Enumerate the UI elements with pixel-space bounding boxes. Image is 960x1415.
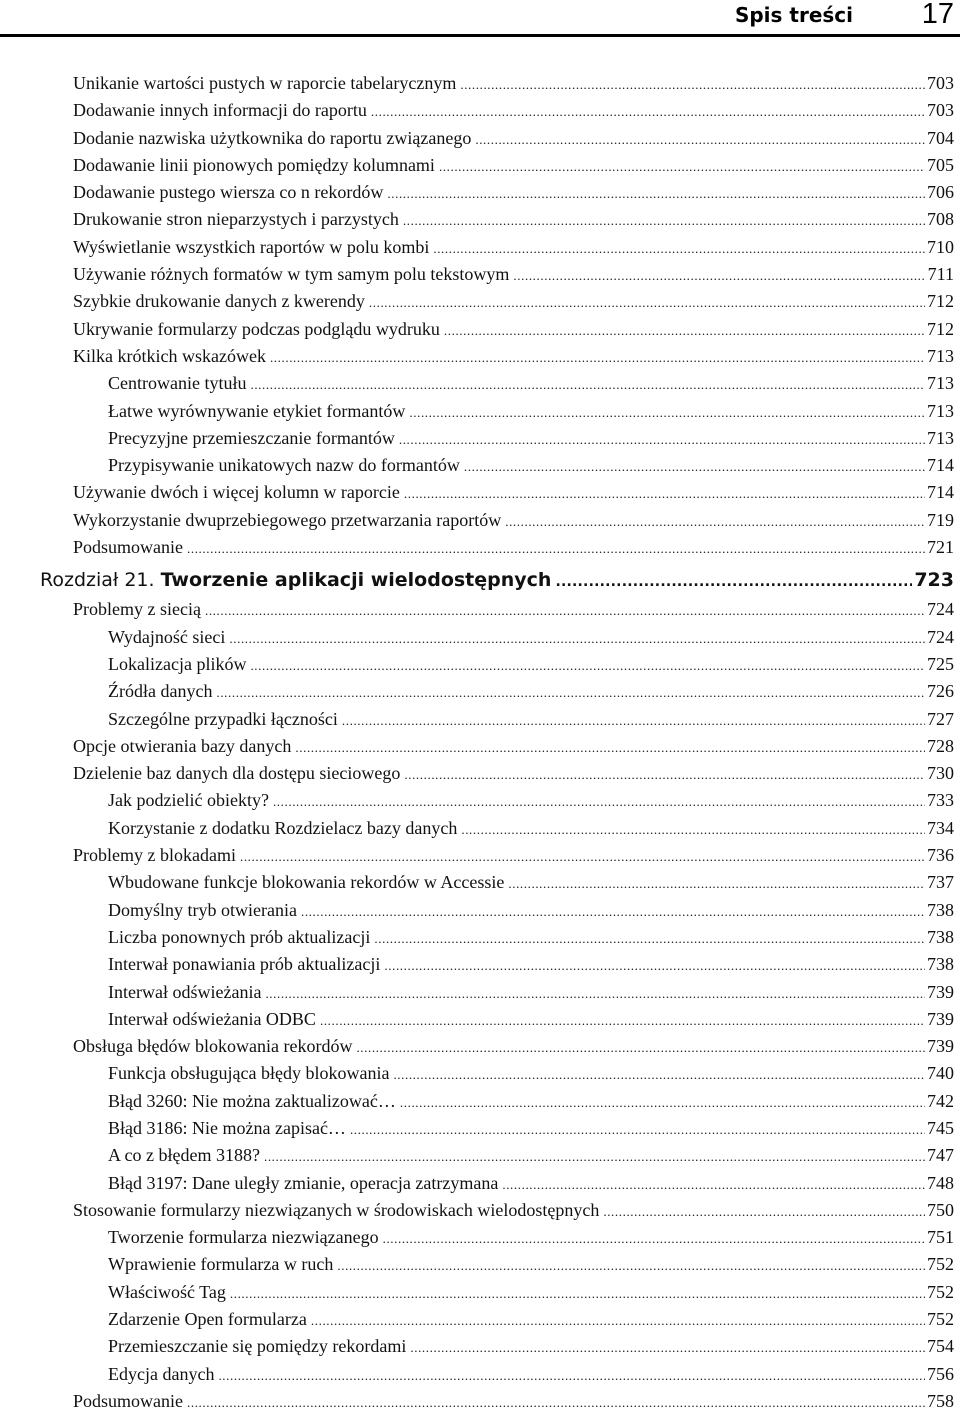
toc-entry[interactable] [73, 125, 954, 152]
toc-subentry[interactable] [73, 897, 954, 924]
toc-entry-title: Wprawienie formularza w ruch [108, 1254, 334, 1275]
dot-leader [320, 1007, 925, 1033]
toc-entry-page: 714 [927, 482, 954, 503]
toc-entry-page: 745 [927, 1117, 954, 1138]
dot-leader [371, 98, 925, 124]
toc-entry-title: Tworzenie formularza niezwiązanego [108, 1227, 379, 1248]
toc-entry-title: Podsumowanie [73, 537, 183, 558]
toc-entry[interactable] [73, 206, 954, 233]
chapter-title: Tworzenie aplikacji wielodostępnych [160, 569, 552, 592]
toc-subentry[interactable] [73, 1115, 954, 1142]
toc-entry-title: Błąd 3186: Nie można zapisać… [108, 1117, 346, 1138]
toc-entry-title: Drukowanie stron nieparzystych i parzystych [73, 209, 399, 230]
toc-entry[interactable] [73, 760, 954, 787]
toc-entry-title: Źródła danych [108, 681, 213, 702]
dot-leader [384, 952, 925, 978]
toc-entry-title: Wykorzystanie dwuprzebiegowego przetwarzania raportów [73, 509, 502, 530]
toc-subentry[interactable] [73, 425, 954, 452]
toc-entry-page: 739 [927, 1008, 954, 1029]
dot-leader [508, 870, 925, 896]
toc-subentry[interactable] [73, 1142, 954, 1169]
toc-entry-title: Zdarzenie Open formularza [108, 1309, 307, 1330]
toc-entry-title: Funkcja obsługująca błędy blokowania [108, 1063, 390, 1084]
toc-entry-title: Podsumowanie [73, 1390, 183, 1411]
toc-entry-title: Interwał odświeżania [108, 981, 262, 1002]
toc-entry-title: Interwał ponawiania prób aktualizacji [108, 954, 381, 975]
toc-subentry[interactable] [73, 1361, 954, 1388]
chapter-label: Rozdział 21. [40, 569, 155, 592]
toc-subentry[interactable] [73, 398, 954, 425]
toc-entry-title: Problemy z siecią [73, 599, 201, 620]
dot-leader [270, 344, 925, 370]
toc-entry-title: Wbudowane funkcje blokowania rekordów w Accessie [108, 872, 505, 893]
toc-entry-title: Korzystanie z dodatku Rozdzielacz bazy danych [108, 817, 458, 838]
toc-entry-page: 733 [927, 790, 954, 811]
toc-entry-page: 721 [927, 537, 954, 558]
toc-entry-title: Dodawanie linii pionowych pomiędzy kolumnami [73, 154, 435, 175]
toc-entry-title: Szybkie drukowanie danych z kwerendy [73, 291, 365, 312]
toc-entry-title: Jak podzielić obiekty? [108, 790, 269, 811]
toc-entry-title: Domyślny tryb otwierania [108, 899, 297, 920]
dot-leader [295, 734, 925, 760]
toc-subentry[interactable] [73, 1279, 954, 1306]
dot-leader [250, 652, 925, 678]
toc-entry-page: 727 [927, 708, 954, 729]
toc-entry-page: 713 [927, 427, 954, 448]
toc-entry-page: 724 [927, 599, 954, 620]
toc-entry[interactable] [73, 733, 954, 760]
dot-leader [273, 788, 925, 814]
dot-leader [240, 843, 925, 869]
dot-leader [444, 317, 925, 343]
toc-entry[interactable] [73, 534, 954, 561]
toc-section-previous-chapter [73, 70, 954, 561]
toc-entry-title: Łatwe wyrównywanie etykiet formantów [108, 400, 406, 421]
toc-entry-page: 712 [927, 291, 954, 312]
toc-entry-title: Stosowanie formularzy niezwiązanych w środowiskach wielodostępnych [73, 1199, 600, 1220]
toc-entry[interactable] [73, 152, 954, 179]
toc-entry-title: Dodawanie pustego wiersza co n rekordów [73, 182, 384, 203]
toc-entry-page: 713 [927, 345, 954, 366]
toc-entry-page: 719 [927, 509, 954, 530]
dot-leader [505, 508, 925, 534]
toc-entry-title: Problemy z blokadami [73, 845, 236, 866]
dot-leader [218, 1362, 925, 1388]
toc-entry-page: 756 [927, 1363, 954, 1384]
dot-leader [187, 535, 925, 561]
toc-entry-page: 754 [927, 1336, 954, 1357]
toc-subentry[interactable] [73, 651, 954, 678]
toc-subentry[interactable] [73, 1224, 954, 1251]
table-of-contents [40, 70, 954, 1415]
toc-entry-page: 708 [927, 209, 954, 230]
toc-subentry[interactable] [73, 815, 954, 842]
dot-leader [439, 153, 925, 179]
toc-subentry[interactable] [73, 1333, 954, 1360]
toc-entry[interactable] [73, 842, 954, 869]
toc-entry-page: 737 [927, 872, 954, 893]
toc-entry-page: 712 [927, 318, 954, 339]
dot-leader [502, 1171, 925, 1197]
toc-entry-title: Błąd 3197: Dane uległy zmianie, operacja zatrzymana [108, 1172, 499, 1193]
dot-leader [461, 816, 925, 842]
toc-entry[interactable] [73, 1197, 954, 1224]
toc-entry-page: 738 [927, 954, 954, 975]
toc-entry-title: Przemieszczanie się pomiędzy rekordami [108, 1336, 407, 1357]
toc-entry-page: 730 [927, 763, 954, 784]
dot-leader [475, 126, 925, 152]
toc-entry-page: 714 [927, 455, 954, 476]
toc-entry-page: 710 [927, 236, 954, 257]
toc-subentry[interactable] [73, 370, 954, 397]
toc-entry-page: 705 [927, 154, 954, 175]
dot-leader [399, 426, 925, 452]
toc-entry[interactable] [73, 234, 954, 261]
toc-subentry[interactable] [73, 1306, 954, 1333]
running-title: Spis treści [734, 3, 853, 27]
toc-entry-page: 752 [927, 1309, 954, 1330]
toc-entry-title: Używanie różnych formatów w tym samym polu tekstowym [73, 264, 510, 285]
toc-subentry[interactable] [73, 624, 954, 651]
toc-entry-page: 728 [927, 735, 954, 756]
toc-entry-page: 747 [927, 1145, 954, 1166]
dot-leader [301, 898, 925, 924]
dot-leader [460, 71, 925, 97]
toc-subentry[interactable] [73, 1006, 954, 1033]
toc-entry-title: Dodawanie innych informacji do raportu [73, 100, 367, 121]
dot-leader [603, 1198, 925, 1224]
toc-subentry[interactable] [73, 787, 954, 814]
toc-entry[interactable] [73, 179, 954, 206]
dot-leader [205, 597, 925, 623]
toc-entry-title: Błąd 3260: Nie można zaktualizować… [108, 1090, 396, 1111]
toc-entry-page: 736 [927, 845, 954, 866]
toc-entry-title: Interwał odświeżania ODBC [108, 1008, 316, 1029]
toc-entry-title: Unikanie wartości pustych w raporcie tabelarycznym [73, 73, 457, 93]
toc-subentry[interactable] [73, 1088, 954, 1115]
toc-subentry[interactable] [73, 1060, 954, 1087]
toc-entry[interactable] [73, 1033, 954, 1060]
dot-leader [216, 679, 925, 705]
toc-entry-page: 711 [927, 264, 954, 285]
toc-entry-title: Opcje otwierania bazy danych [73, 735, 292, 756]
toc-entry-title: Obsługa błędów blokowania rekordów [73, 1036, 353, 1057]
toc-entry-title: Dzielenie baz danych dla dostępu sieciowego [73, 763, 401, 784]
toc-entry-page: 713 [927, 373, 954, 394]
toc-entry[interactable] [73, 507, 954, 534]
dot-leader [404, 480, 925, 506]
dot-leader [410, 1334, 925, 1360]
toc-entry-page: 703 [927, 73, 954, 93]
toc-entry-title: Dodanie nazwiska użytkownika do raportu związanego [73, 127, 472, 148]
toc-entry-title: Precyzyjne przemieszczanie formantów [108, 427, 395, 448]
toc-entry-title: Lokalizacja plików [108, 653, 247, 674]
toc-entry-page: 748 [927, 1172, 954, 1193]
toc-entry-title: Centrowanie tytułu [108, 373, 247, 394]
toc-entry-title: Ukrywanie formularzy podczas podglądu wydruku [73, 318, 440, 339]
toc-entry-page: 704 [927, 127, 954, 148]
dot-leader [265, 980, 925, 1006]
toc-entry-page: 750 [927, 1199, 954, 1220]
toc-entry-title: Edycja danych [108, 1363, 215, 1384]
toc-entry-page: 724 [927, 626, 954, 647]
toc-entry-page: 739 [927, 981, 954, 1002]
toc-entry-page: 713 [927, 400, 954, 421]
page-number: 17 [921, 0, 954, 30]
chapter-heading[interactable] [40, 564, 954, 596]
toc-entry[interactable] [73, 70, 954, 97]
dot-leader [337, 1252, 925, 1278]
toc-entry-title: Kilka krótkich wskazówek [73, 345, 266, 366]
dot-leader [464, 453, 925, 479]
toc-entry-page: 740 [927, 1063, 954, 1084]
dot-leader [187, 1389, 925, 1415]
toc-entry[interactable] [73, 343, 954, 370]
toc-entry-page: 738 [927, 899, 954, 920]
page-header [0, 0, 960, 37]
toc-entry-page: 742 [927, 1090, 954, 1111]
dot-leader [342, 707, 925, 733]
dot-leader [400, 1089, 925, 1115]
toc-entry[interactable] [73, 316, 954, 343]
toc-subentry[interactable] [73, 979, 954, 1006]
toc-entry-title: Wydajność sieci [108, 626, 226, 647]
dot-leader [513, 262, 925, 288]
toc-entry-title: A co z błędem 3188? [108, 1145, 260, 1166]
toc-entry[interactable] [73, 479, 954, 506]
dot-leader [374, 925, 925, 951]
dot-leader [404, 761, 925, 787]
toc-entry[interactable] [73, 596, 954, 623]
toc-entry-title: Przypisywanie unikatowych nazw do formantów [108, 455, 460, 476]
dot-leader [555, 566, 912, 596]
dot-leader [383, 1225, 925, 1251]
toc-subentry[interactable] [73, 869, 954, 896]
toc-section-chapter-21 [73, 596, 954, 1415]
toc-entry-page: 725 [927, 653, 954, 674]
dot-leader [230, 1280, 925, 1306]
toc-subentry[interactable] [73, 1251, 954, 1278]
dot-leader [311, 1307, 925, 1333]
toc-entry-page: 703 [927, 100, 954, 121]
toc-entry[interactable] [73, 288, 954, 315]
toc-entry-title: Szczególne przypadki łączności [108, 708, 338, 729]
dot-leader [387, 180, 925, 206]
dot-leader [350, 1116, 925, 1142]
dot-leader [369, 289, 925, 315]
toc-entry-title: Wyświetlanie wszystkich raportów w polu kombi [73, 236, 430, 257]
toc-subentry[interactable] [73, 678, 954, 705]
toc-entry-page: 706 [927, 182, 954, 203]
toc-entry-title: Używanie dwóch i więcej kolumn w raporcie [73, 482, 400, 503]
toc-entry[interactable] [73, 97, 954, 124]
toc-subentry[interactable] [73, 706, 954, 733]
dot-leader [409, 399, 925, 425]
toc-entry-title: Właściwość Tag [108, 1281, 226, 1302]
toc-entry-page: 751 [927, 1227, 954, 1248]
toc-entry-page: 752 [927, 1254, 954, 1275]
toc-entry[interactable] [73, 261, 954, 288]
toc-entry-page: 726 [927, 681, 954, 702]
toc-entry[interactable] [73, 1388, 954, 1415]
dot-leader [356, 1034, 925, 1060]
dot-leader [264, 1143, 925, 1169]
toc-entry-title: Liczba ponownych prób aktualizacji [108, 926, 371, 947]
toc-subentry[interactable] [73, 1170, 954, 1197]
toc-entry-page: 734 [927, 817, 954, 838]
toc-subentry[interactable] [73, 951, 954, 978]
dot-leader [250, 371, 925, 397]
toc-entry-page: 738 [927, 926, 954, 947]
dot-leader [433, 235, 925, 261]
dot-leader [393, 1061, 925, 1087]
toc-subentry[interactable] [73, 924, 954, 951]
dot-leader [403, 207, 925, 233]
chapter-page-number: 723 [914, 569, 954, 592]
toc-entry-page: 752 [927, 1281, 954, 1302]
toc-subentry[interactable] [73, 452, 954, 479]
toc-entry-page: 739 [927, 1036, 954, 1057]
dot-leader [229, 625, 925, 651]
toc-entry-page: 758 [927, 1390, 954, 1411]
